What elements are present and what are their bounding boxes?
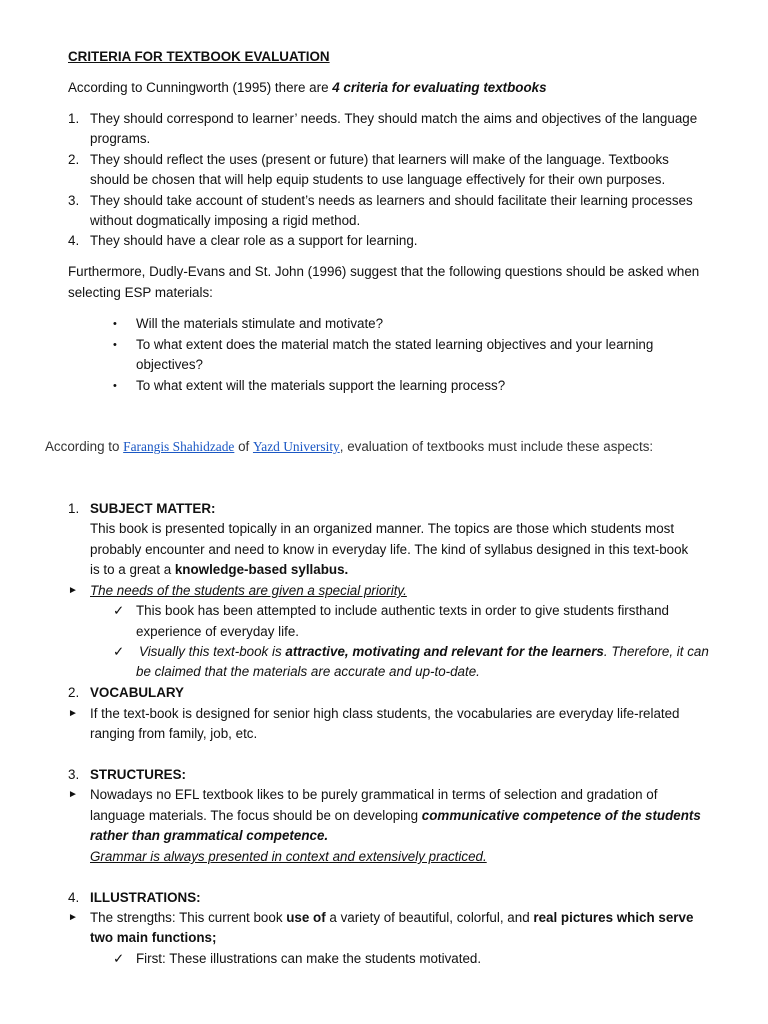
shahidzade-paragraph: According to Farangis Shahidzade of Yazd University, evaluation of textbooks must include these aspects: <box>45 439 654 454</box>
section-heading: ILLUSTRATIONS: <box>90 890 201 905</box>
section-heading: VOCABULARY <box>90 685 184 700</box>
section-heading: STRUCTURES: <box>90 767 186 782</box>
check-icon: ✓ <box>113 603 125 618</box>
intro-text: According to Cunningworth (1995) there are <box>68 80 333 95</box>
page-title: CRITERIA FOR TEXTBOOK EVALUATION <box>68 49 330 64</box>
university-link[interactable]: Yazd University <box>252 439 340 454</box>
author-link[interactable]: Farangis Shahidzade <box>123 439 235 454</box>
intro-paragraph <box>68 78 728 99</box>
bullet-icon: • <box>113 380 117 392</box>
section-heading: SUBJECT MATTER: <box>90 501 216 516</box>
dudley-line-1: Furthermore, Dudly-Evans and St. John (1996) suggest that the following questions should be asked when <box>68 264 700 279</box>
arrow-icon: ► <box>68 789 78 800</box>
check-icon: ✓ <box>113 951 125 966</box>
arrow-icon: ► <box>68 912 78 923</box>
bullet-icon: • <box>113 318 117 330</box>
arrow-icon: ► <box>68 585 78 596</box>
dudley-line-2: selecting ESP materials: <box>68 285 213 300</box>
check-icon: ✓ <box>113 644 125 659</box>
arrow-icon: ► <box>68 708 78 719</box>
intro-emphasis: 4 criteria for evaluating textbooks <box>332 80 547 95</box>
bullet-icon: • <box>113 339 117 351</box>
